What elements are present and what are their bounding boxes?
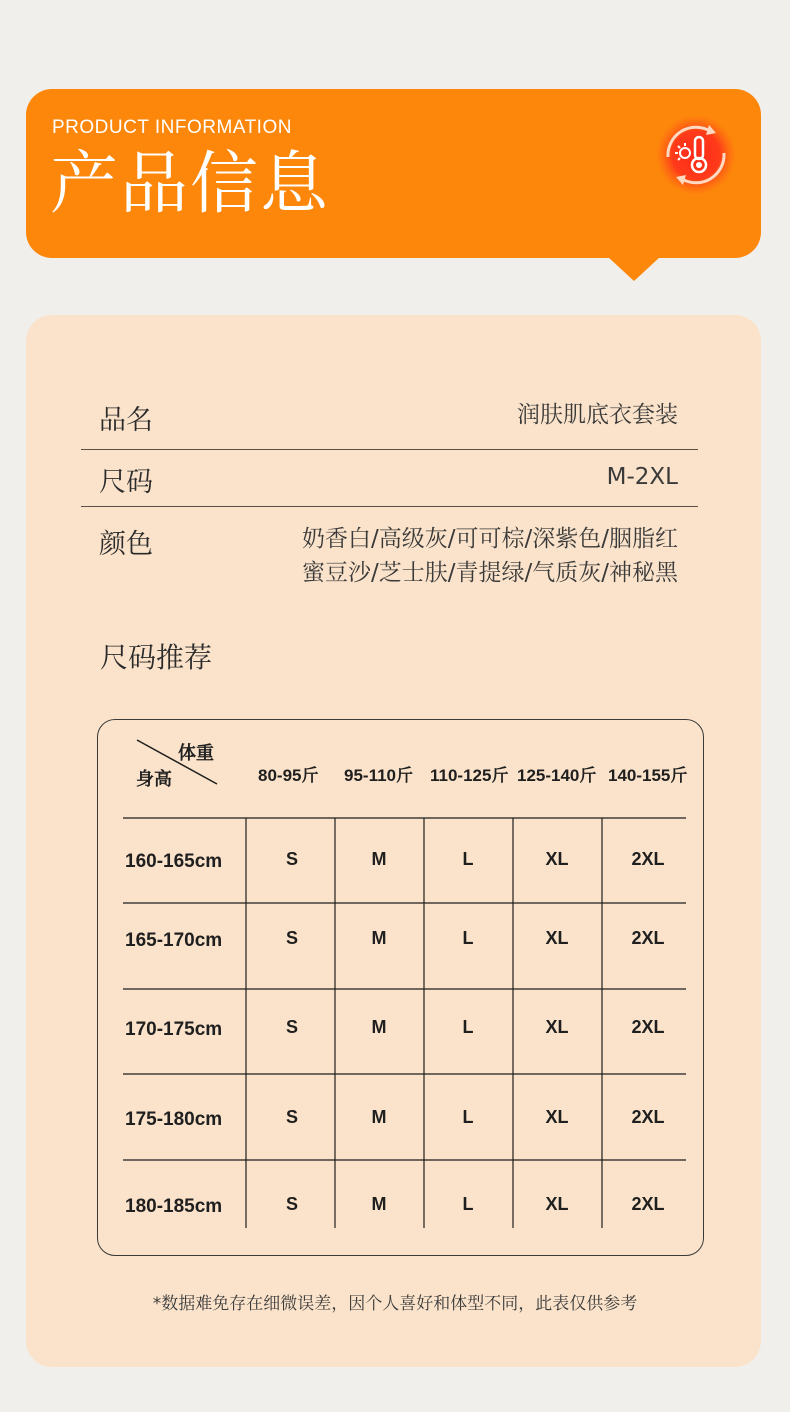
divider	[81, 449, 698, 450]
banner-subtitle: PRODUCT INFORMATION	[52, 117, 292, 138]
size-cell: M	[371, 1194, 387, 1214]
size-cell: XL	[545, 1194, 569, 1214]
corner-height-label: 身高	[136, 769, 172, 789]
size-cell: S	[285, 1017, 298, 1037]
size-cell: M	[371, 1107, 387, 1127]
size-cell: XL	[545, 849, 569, 869]
size-cell: S	[285, 928, 298, 948]
info-value: M-2XL	[606, 464, 678, 490]
info-row-name	[81, 398, 698, 438]
size-cell: XL	[545, 1017, 569, 1037]
row-height-label: 165-170cm	[125, 930, 223, 951]
weight-header: 110-125斤	[430, 766, 509, 785]
size-cell: S	[285, 849, 298, 869]
size-cell: M	[371, 928, 387, 948]
size-cell: L	[462, 1017, 474, 1037]
info-row-color	[81, 522, 698, 592]
size-table	[97, 719, 704, 1256]
size-cell: L	[462, 849, 474, 869]
banner-pointer	[608, 257, 660, 281]
size-cell: 2XL	[631, 1017, 665, 1037]
info-value-line-2: 蜜豆沙/芝士肤/青提绿/气质灰/神秘黑	[302, 560, 678, 586]
weight-header: 140-155斤	[608, 766, 688, 785]
header-banner	[26, 89, 761, 258]
banner-title: 产品信息	[50, 145, 331, 224]
size-cell: 2XL	[631, 1194, 665, 1214]
weight-header: 125-140斤	[517, 766, 597, 785]
size-cell: 2XL	[631, 1107, 665, 1127]
row-height-label: 170-175cm	[125, 1019, 223, 1040]
size-cell: S	[285, 1107, 298, 1127]
info-label: 颜色	[99, 529, 153, 560]
thermometer-icon	[654, 113, 738, 197]
size-cell: M	[371, 849, 387, 869]
info-value: 润肤肌底衣套装	[517, 402, 678, 428]
footnote: *数据难免存在细微误差，因个人喜好和体型不同，此表仅供参考	[152, 1294, 638, 1314]
row-height-label: 180-185cm	[125, 1196, 223, 1217]
row-height-label: 160-165cm	[125, 851, 223, 872]
corner-weight-label: 体重	[178, 743, 214, 763]
info-value-line-1: 奶香白/高级灰/可可棕/深紫色/胭脂红	[302, 526, 678, 552]
info-label: 尺码	[99, 467, 153, 498]
size-cell: L	[462, 928, 474, 948]
size-cell: M	[371, 1017, 387, 1037]
size-section-title: 尺码推荐	[100, 641, 213, 674]
divider	[81, 506, 698, 507]
size-cell: L	[462, 1194, 474, 1214]
weight-header: 95-110斤	[344, 766, 413, 785]
size-table-grid	[98, 720, 705, 1257]
weight-header: 80-95斤	[258, 766, 319, 785]
size-cell: XL	[545, 1107, 569, 1127]
info-label: 品名	[99, 405, 153, 436]
row-height-label: 175-180cm	[125, 1109, 223, 1130]
size-cell: XL	[545, 928, 569, 948]
size-cell: L	[462, 1107, 474, 1127]
info-row-size	[81, 460, 698, 500]
size-cell: S	[285, 1194, 298, 1214]
size-cell: 2XL	[631, 928, 665, 948]
size-cell: 2XL	[631, 849, 665, 869]
